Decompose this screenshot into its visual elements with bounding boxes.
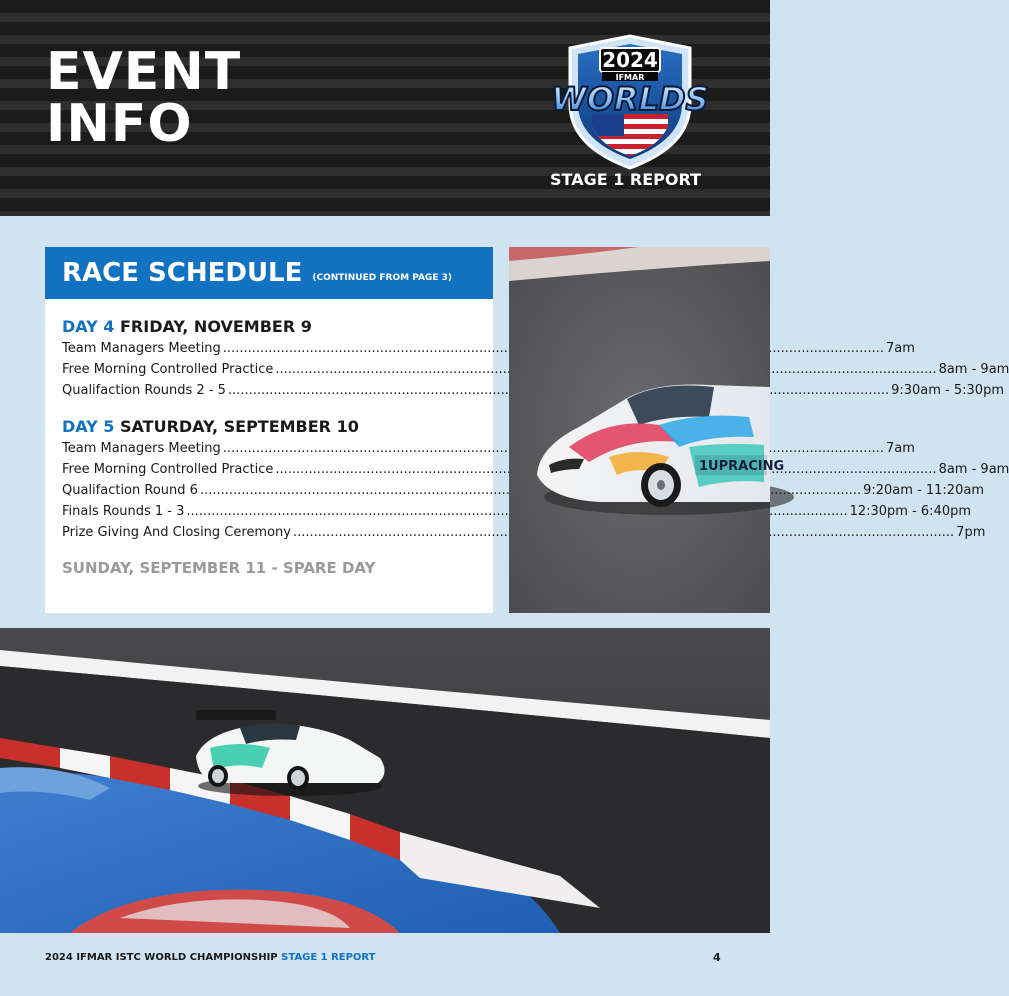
schedule-time: 8am - 9am [938, 362, 1009, 377]
schedule-event: Qualifaction Round 6 [62, 483, 198, 498]
day-block-4 [62, 317, 1009, 404]
schedule-subtitle: (CONTINUED FROM PAGE 3) [312, 273, 452, 283]
day-date: FRIDAY, NOVEMBER 9 [120, 317, 312, 336]
worlds-shield-logo-icon [530, 34, 730, 174]
logo-sub: IFMAR [615, 73, 645, 82]
footer-text [45, 952, 376, 963]
schedule-event: Finals Rounds 1 - 3 [62, 504, 185, 519]
logo-word: WORLDS [551, 80, 709, 118]
schedule-time: 7pm [956, 525, 986, 540]
page-number: 4 [713, 951, 721, 964]
logo-year: 2024 [602, 48, 658, 72]
schedule-row [62, 504, 972, 525]
day-heading [62, 317, 471, 336]
schedule-row [62, 525, 986, 546]
schedule-row [62, 441, 915, 462]
day-date: SATURDAY, SEPTEMBER 10 [120, 417, 359, 436]
day-number: DAY 4 [62, 317, 115, 336]
schedule-header [45, 247, 493, 299]
schedule-event: Free Morning Controlled Practice [62, 462, 274, 477]
schedule-event: Team Managers Meeting [62, 341, 221, 356]
page-title-line1: EVENT [46, 42, 242, 102]
schedule-time: 8am - 9am [938, 462, 1009, 477]
page-title [46, 42, 242, 154]
schedule-time: 9:30am - 5:30pm [891, 383, 1004, 398]
track-photo-illustration [0, 628, 770, 933]
schedule-row [62, 341, 915, 362]
schedule-title: RACE SCHEDULE [62, 258, 303, 288]
day-number: DAY 5 [62, 417, 115, 436]
schedule-row [62, 483, 984, 504]
page-header [0, 0, 770, 216]
schedule-event: Qualifaction Rounds 2 - 5 [62, 383, 226, 398]
day-heading [62, 417, 471, 436]
schedule-time: 12:30pm - 6:40pm [849, 504, 972, 519]
schedule-event: Free Morning Controlled Practice [62, 362, 274, 377]
schedule-time: 9:20am - 11:20am [863, 483, 984, 498]
footer-accent: STAGE 1 REPORT [281, 952, 376, 963]
spare-day-label: SUNDAY, SEPTEMBER 11 - SPARE DAY [62, 559, 376, 577]
page-footer [0, 933, 770, 996]
footer-title: 2024 IFMAR ISTC WORLD CHAMPIONSHIP [45, 952, 278, 963]
schedule-time: 7am [885, 341, 915, 356]
page-title-line2: INFO [46, 94, 193, 154]
schedule-row [62, 383, 1004, 404]
schedule-time: 7am [885, 441, 915, 456]
car-brand-text: 1UPRACING [699, 459, 785, 474]
stage-label: STAGE 1 REPORT [550, 170, 702, 189]
photo-touring-car-closeup [509, 247, 785, 613]
car-photo-illustration [509, 247, 785, 613]
schedule-event: Team Managers Meeting [62, 441, 221, 456]
schedule-event: Prize Giving And Closing Ceremony [62, 525, 291, 540]
photo-car-on-track [0, 628, 770, 933]
schedule-row [62, 362, 1009, 383]
